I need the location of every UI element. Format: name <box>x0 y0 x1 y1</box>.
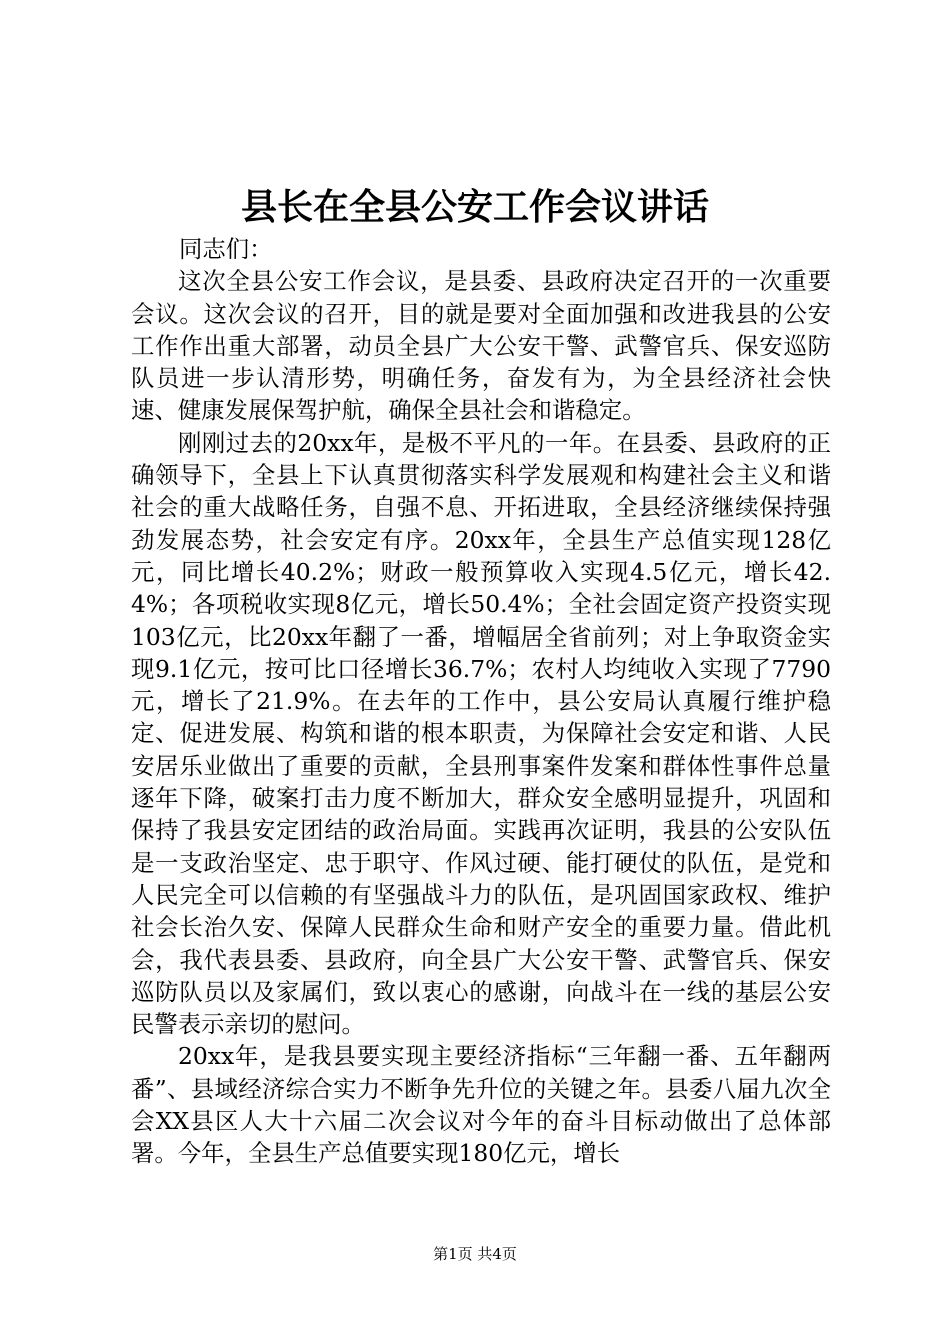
document-title: 县长在全县公安工作会议讲话 <box>240 186 709 228</box>
paragraph-3: 20xx年，是我县要实现主要经济指标“三年翻一番、五年翻两番”、县域经济综合实力不断争先升位的关键之年。县委八届九次全会XX县区人大十六届二次会议对今年的奋斗目标动做出了总体部署。今年，全县生产总值要实现180亿元，增长 <box>131 1042 831 1168</box>
paragraph-2: 刚刚过去的20xx年，是极不平凡的一年。在县委、县政府的正确领导下，全县上下认真贯彻落实科学发展观和构建社会主义和谐社会的重大战略任务，自强不息、开拓进取，全县经济继续保持强劲发展态势，社会安定有序。20xx年，全县生产总值实现128亿元，同比增长40.2%；财政一般预算收入实现4.5亿元，增长42.4%；各项税收实现8亿元，增长50.4%；全社会固定资产投资实现103亿元，比20xx年翻了一番，增幅居全省前列；对上争取资金实现9.1亿元，按可比口径增长36.7%；农村人均纯收入实现了7790元，增长了21.9%。在去年的工作中，县公安局认真履行维护稳定、促进发展、构筑和谐的根本职责，为保障社会安定和谐、人民安居乐业做出了重要的贡献，全县刑事案件发案和群体性事件总量逐年下降，破案打击力度不断加大，群众安全感明显提升，巩固和保持了我县安定团结的政治局面。实践再次证明，我县的公安队伍是一支政治坚定、忠于职守、作风过硬、能打硬仗的队伍，是党和人民完全可以信赖的有坚强战斗力的队伍，是巩固国家政权、维护社会长治久安、保障人民群众生命和财产安全的重要力量。借此机会，我代表县委、县政府，向全县广大公安干警、武警官兵、保安巡防队员以及家属们，致以衷心的感谢，向战斗在一线的基层公安民警表示亲切的慰问。 <box>131 428 831 1039</box>
page-footer: 第1页 共4页 <box>433 1245 517 1263</box>
salutation: 同志们： <box>179 235 273 263</box>
document-body <box>131 233 831 1170</box>
paragraph-1: 这次全县公安工作会议，是县委、县政府决定召开的一次重要会议。这次会议的召开，目的就是要对全面加强和改进我县的公安工作作出重大部署，动员全县广大公安干警、武警官兵、保安巡防队员进一步认清形势，明确任务，奋发有为，为全县经济社会快速、健康发展保驾护航，确保全县社会和谐稳定。 <box>131 267 831 425</box>
